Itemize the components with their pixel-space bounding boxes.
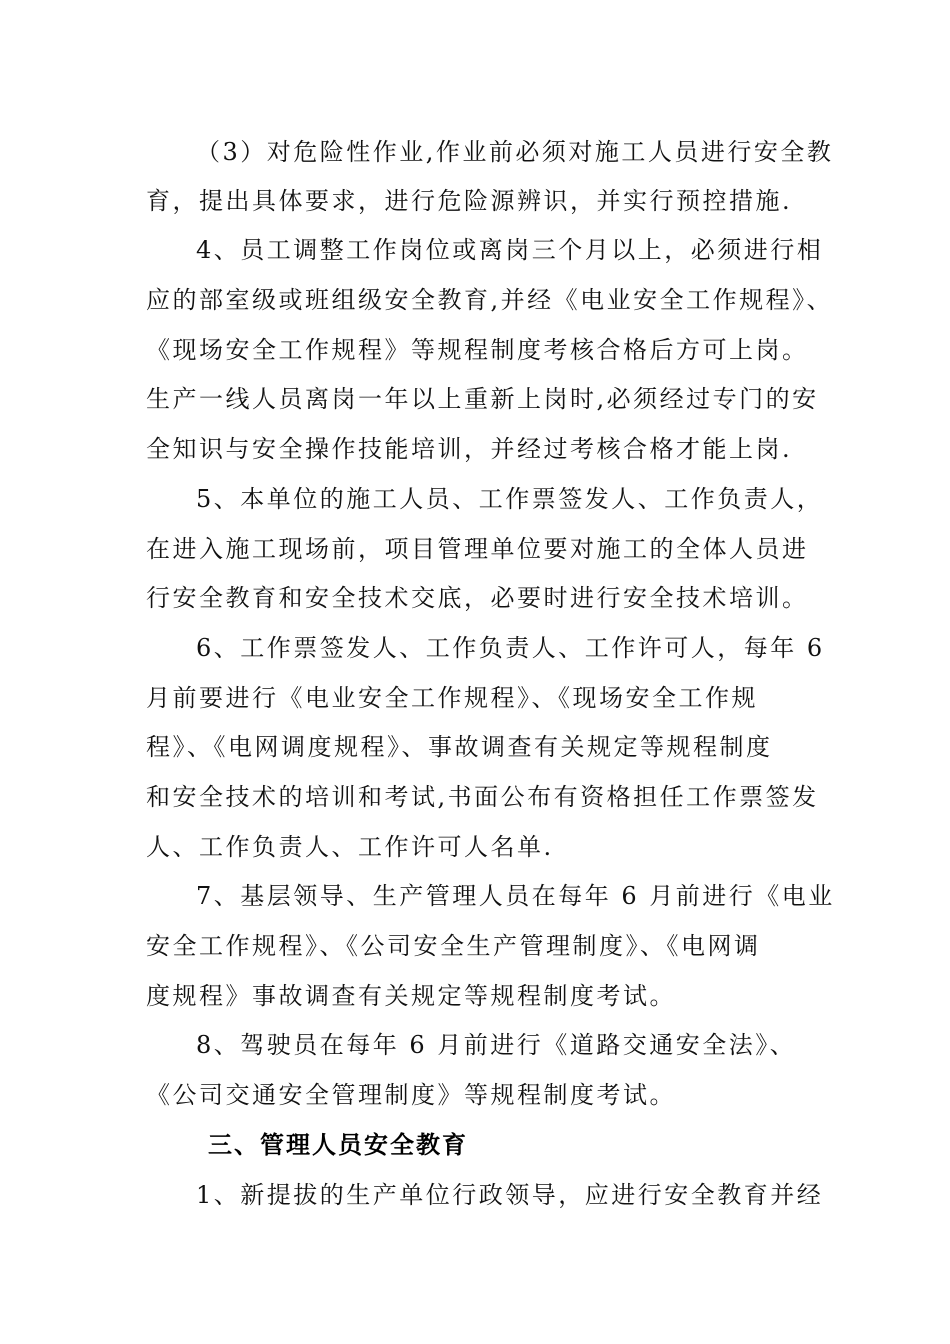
paragraph-line: 全知识与安全操作技能培训，并经过考核合格才能上岗. xyxy=(146,435,793,463)
paragraph-line: 1、新提拔的生产单位行政领导，应进行安全教育并经 xyxy=(196,1181,824,1209)
paragraph-line: 《公司交通安全管理制度》等规程制度考试。 xyxy=(146,1081,676,1109)
paragraph-line: 人、工作负责人、工作许可人名单. xyxy=(146,833,554,861)
paragraph-line: 6、工作票签发人、工作负责人、工作许可人，每年 6 xyxy=(196,634,825,662)
paragraph-line: 《现场安全工作规程》等规程制度考核合格后方可上岗。 xyxy=(146,336,809,364)
paragraph-line: 度规程》事故调查有关规定等规程制度考试。 xyxy=(146,982,676,1010)
paragraph-line: 和安全技术的培训和考试,书面公布有资格担任工作票签发 xyxy=(146,783,819,811)
paragraph-line: 程》、《电网调度规程》、事故调查有关规定等规程制度 xyxy=(146,733,773,761)
paragraph-line: 5、本单位的施工人员、工作票签发人、工作负责人， xyxy=(196,485,824,513)
paragraph-line: 7、基层领导、生产管理人员在每年 6 月前进行《电业 xyxy=(196,882,835,910)
paragraph-line: 在进入施工现场前，项目管理单位要对施工的全体人员进 xyxy=(146,535,809,563)
paragraph-line: 4、员工调整工作岗位或离岗三个月以上，必须进行相 xyxy=(196,236,824,264)
paragraph-line: 应的部室级或班组级安全教育,并经《电业安全工作规程》、 xyxy=(146,286,834,314)
paragraph-line: 生产一线人员离岗一年以上重新上岗时,必须经过专门的安 xyxy=(146,385,819,413)
paragraph-line: 月前要进行《电业安全工作规程》、《现场安全工作规 xyxy=(146,684,758,712)
section-heading: 三、管理人员安全教育 xyxy=(208,1131,468,1159)
paragraph-line: 行安全教育和安全技术交底，必要时进行安全技术培训。 xyxy=(146,584,809,612)
paragraph-line: 育，提出具体要求，进行危险源辨识，并实行预控措施. xyxy=(146,187,793,215)
paragraph-line: （3）对危险性作业,作业前必须对施工人员进行安全教 xyxy=(196,138,834,166)
paragraph-line: 8、驾驶员在每年 6 月前进行《道路交通安全法》、 xyxy=(196,1031,797,1059)
paragraph-line: 安全工作规程》、《公司安全生产管理制度》、《电网调 xyxy=(146,932,761,960)
